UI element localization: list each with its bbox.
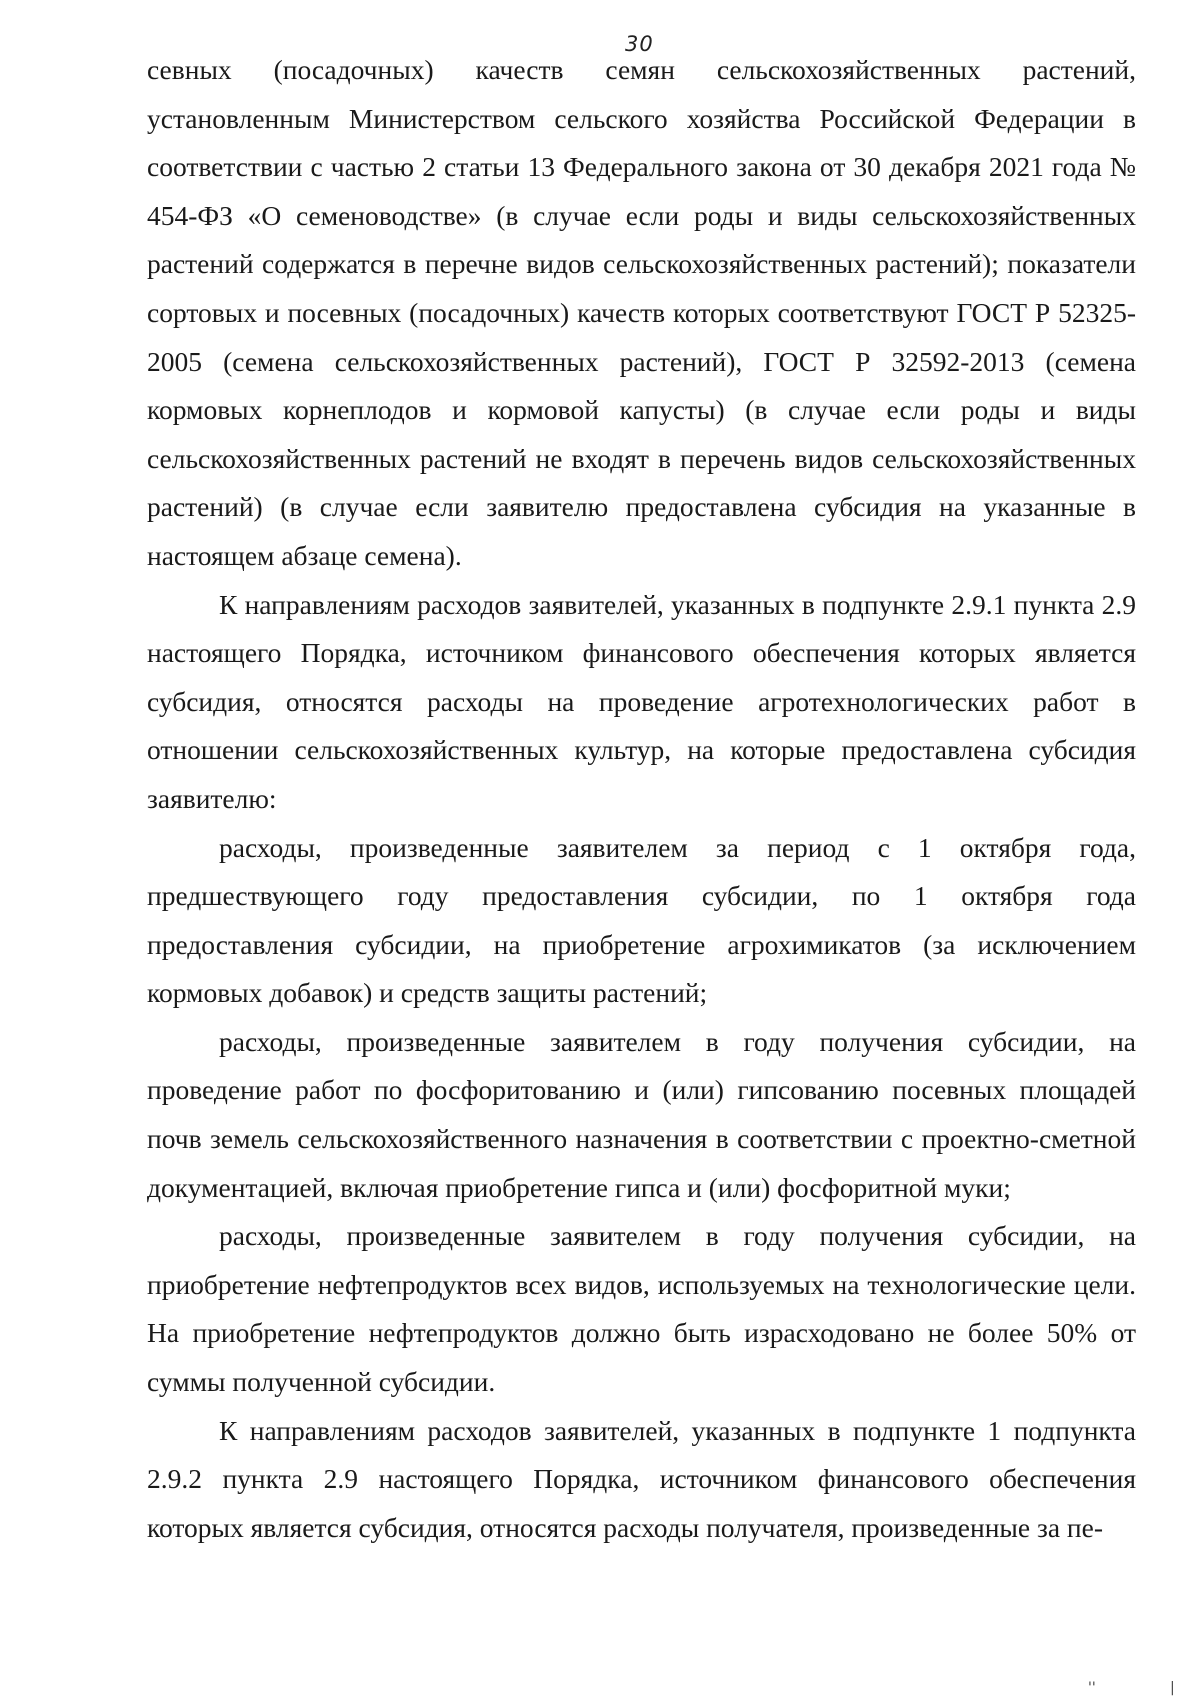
paragraph-expense-directions-2-9-2: К направлениям расходов заявителей, указанных в подпункте 1 подпункта 2.9.2 пункта 2.9 настоящего Порядка, источником финансового обеспечения которых является субсидия, относятся расходы получателя, произведенные за пе-	[147, 1414, 1136, 1543]
scan-mark-left: ''	[1088, 1680, 1096, 1696]
paragraph-petroleum-expenses: расходы, произведенные заявителем в году получения субсидии, на приобретение нефтепродуктов всех видов, используемых на технологические цели. На приобретение нефтепродуктов должно быть израсходовано не более 50% от суммы полученной субсидии.	[147, 1220, 1136, 1398]
paragraph-agrochemicals-expenses: расходы, произведенные заявителем за период с 1 октября года, предшествующего году предоставления субсидии, по 1 октября года предоставления субсидии, на приобретение агрохимикатов (за исключением кормовых добавок) и средств защиты растений;	[147, 831, 1136, 1009]
page-number: 30	[625, 32, 654, 56]
paragraph-expense-directions-2-9-1: К направлениям расходов заявителей, указанных в подпункте 2.9.1 пункта 2.9 настоящего Порядка, источником финансового обеспечения которых является субсидия, относятся расходы на проведение агротехнологических работ в отношении сельскохозяйственных культур, на которые предоставлена субсидия заявителю:	[147, 588, 1136, 814]
document-body	[147, 46, 1136, 1552]
paragraph-phosphoritization-expenses: расходы, произведенные заявителем в году получения субсидии, на проведение работ по фосфоритованию и (или) гипсованию посевных площадей почв земель сельскохозяйственного назначения в соответствии с проектно-сметной документацией, включая приобретение гипса и (или) фосфоритной муки;	[147, 1025, 1136, 1203]
paragraph-continuation: севных (посадочных) качеств семян сельскохозяйственных растений, установленным Министерством сельского хозяйства Российской Федерации в соответствии с частью 2 статьи 13 Федерального закона от 30 декабря 2021 года № 454-ФЗ «О семеноводстве» (в случае если роды и виды сельскохозяйственных растений содержатся в перечне видов сельскохозяйственных растений); показатели сортовых и посевных (посадочных) качеств которых соответствуют ГОСТ Р 52325-2005 (семена сельскохозяйственных растений), ГОСТ Р 32592-2013 (семена кормовых корнеплодов и кормовой капусты) (в случае если роды и виды сельскохозяйственных растений не входят в перечень видов сельскохозяйственных растений) (в случае если заявителю предоставлена субсидия на указанные в настоящем абзаце семена).	[147, 54, 1136, 571]
scan-mark-right: |	[1170, 1680, 1175, 1696]
